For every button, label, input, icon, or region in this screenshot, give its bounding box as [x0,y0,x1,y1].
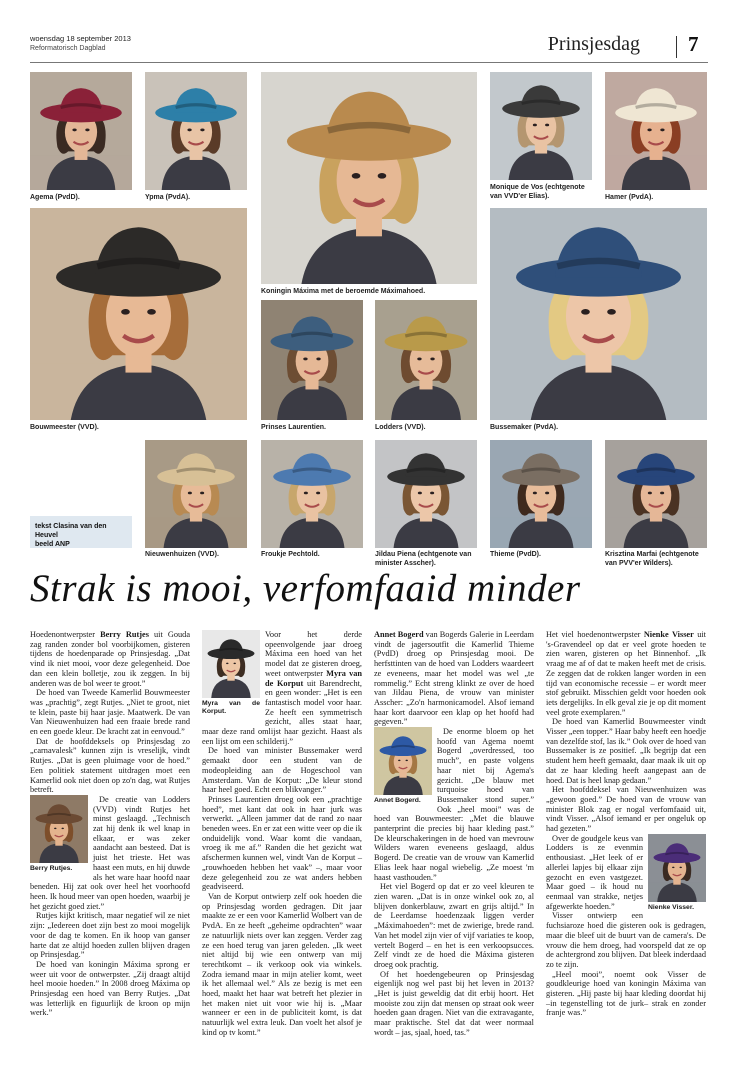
article-paragraph: De hoed van Kamerlid Bouwmeester vindt Visser „een topper.” Haar baby heeft een hoedje van dezelfde stof, las ik.” Ook over de hoed van Bussemaker is ze positief. „Ik begrijp dat een student hem heeft gemaakt, daar maak ik uit op dat ze haar kleding heeft aangepast aan de hoed. Dat is heel knap gedaan.” [546,717,706,785]
portrait-illustration [145,440,247,548]
portrait-illustration [30,795,88,863]
edition-date: woensdag 18 september 2013 [30,34,131,43]
caption-lodders: Lodders (VVD). [375,424,426,431]
header-divider [676,36,677,58]
portrait-illustration [605,72,707,190]
article-paragraph: Prinses Laurentien droeg ook een „prachtige hoed”, met kant dat ook in haar jurk was verwerkt. „Alleen jammer dat de rand zo naar beneden wees. En er zat een witte veer op die ik onduidelijk vond. Waar komt die vandaan, vroeg ik me af.” Randen die het gezicht wat afschermen kunnen wel, vindt Van de Korput – „rouwhoeden hebben het vaak” –, maar voor deze gelegenheid zou ze wat anders hebben geadviseerd. [202,794,362,892]
article-column-1 [30,630,190,1018]
article-paragraph: De hoed van Tweede Kamerlid Bouwmeester was „prachtig”, zegt Rutjes. „Niet te groot, niet te klein, paste bij haar jasje. Maatwerk. De van Van Nieuwenhuizen had een fraaie brede rand en een goede kleur. De kracht zat in eenvoud.” [30,688,190,737]
inline-portrait [30,795,88,873]
caption-laurentien: Prinses Laurentien. [261,424,326,431]
caption-maxima: Koningin Máxima met de beroemde Máximahoed. [261,288,426,295]
caption-piena: Jildau Piena (echtgenote van minister Asscher). [375,551,472,567]
newspaper-name: Reformatorisch Dagblad [30,45,106,52]
portrait-illustration [30,208,247,420]
portrait-illustration [30,72,132,190]
article-paragraph: Het hoofddeksel van Nieuwenhuizen was „gewoon goed.” De hoed van de vrouw van minister Blok zag er nogal verfomfaaid uit, vindt Visser. „Alsof iemand er per ongeluk op had gezeten.” [546,785,706,834]
article-paragraph: Dat de hoofddeksels op Prinsjesdag zo „carnavalesk” kunnen zijn is vreselijk, vindt Rutjes. „Dat is geen pluimage voor de hoed.” Een politiek statement uitdragen moet een Kamerlid ook niet doen op zo'n dag, wat Rutjes betreft. [30,736,190,795]
portrait-illustration [375,440,477,548]
article-credit [30,516,132,548]
designer-name: Myra van de Korput [265,668,362,688]
inline-portrait [374,727,432,805]
section-title: Prinsjesdag [547,33,640,55]
photo-marfai [605,440,707,548]
portrait-illustration [490,208,707,420]
portrait-illustration [261,300,363,420]
header-rule [30,62,708,63]
designer-name: Berry Rutjes [100,630,149,639]
article-paragraph: De hoed van koningin Máxima sprong er weer uit voor de ontwerpster. „Zij draagt altijd heel mooie hoeden.” In 2008 droeg Máxima op Prinsjesdag een hoed van Berry Rutjes. „Dat was letterlijk en figuurlijk de kroon op mijn werk.” [30,959,190,1018]
portrait-illustration [605,440,707,548]
article-paragraph: De hoed van minister Bussemaker werd gemaakt door een student van de modeopleiding aan de Hogeschool van Amsterdam. Van de Korput: „De kleur stond haar heel goed. Echt een blikvanger.” [202,746,362,795]
caption-pechtold: Froukje Pechtold. [261,551,320,558]
portrait-illustration [261,440,363,548]
article-column-4 [546,630,706,1018]
caption-hamer: Hamer (PvdA). [605,194,654,201]
designer-name: Annet Bogerd [374,630,424,639]
portrait-illustration [202,630,260,698]
inline-portrait [202,630,260,716]
photo-maxima [261,72,477,284]
portrait-illustration [145,72,247,190]
article-column-3 [374,630,534,1038]
article-paragraph: Annet Bogerd van Bogerds Galerie in Leerdam vindt de jagersoutfit die Kamerlid Thieme (PvdD) droeg op Prinsjesdag mooi. De herfsttinten van de hoed van Lodders waardeert ze eveneens, maar het model was wel „te rommelig.” Echt streng klinkt ze over de hoed van Jildau Piena, de vrouw van minister Asscher: „Zo'n harmonicamodel. Alsof iemand haar kort daarvoor een klap op het hoofd had gegeven.” [374,630,534,727]
photo-hamer [605,72,707,190]
photo-nieuwenhuizen [145,440,247,548]
photo-de-vos [490,72,592,180]
inline-portrait-caption: Berry Rutjes. [30,864,73,872]
photo-lodders [375,300,477,420]
caption-bouwmeester: Bouwmeester (VVD). [30,424,99,431]
credit-photo-line: beeld ANP [35,541,70,548]
article-paragraph: De enorme bloem op het hoofd van Agema noemt Bogerd „overdressed, too much”, en paste volgens haar niet bij Agema's gezicht. „De blauw met turquoise hoed van Bussemaker stond super.” Ook „heel mooi” was de hoed van Bouwmeester: „Met die blauwe panterprint die precies bij haar kleding past.” De kleurschakeringen in de hoed van mevrouw Wilders waren eveneens geslaagd, aldus Bogerd. De creatie van de vrouw van Kamerlid Elias leek haar nogal wiebelig. „Ze moest 'm haast vasthouden.” [374,727,534,882]
portrait-illustration [261,72,477,284]
article-paragraph: Rutjes kijkt kritisch, maar negatief wil ze niet zijn: „Iedereen doet zijn best zo mooi mogelijk voor de dag te komen. En ik hoop van ganser harte dat ze altijd hoeden zullen blijven dragen op Prinsjesdag.” [30,911,190,960]
portrait-illustration [648,834,706,902]
inline-portrait-caption: Myra van de Korput. [202,700,260,715]
photo-piena [375,440,477,548]
portrait-illustration [375,300,477,420]
caption-marfai: Krisztina Marfai (echtgenote van PVV'er Wilders). [605,551,699,567]
photo-bussemaker [490,208,707,420]
portrait-illustration [490,72,592,180]
article-paragraph: „Heel mooi”, noemt ook Visser de goudkleurige hoed van koningin Máxima van gisteren. „Hij paste bij haar kleding doordat hij –in tegenstelling tot de jurk– strak en zonder franje was.” [546,969,706,1018]
article-paragraph: Hoedenontwerpster Berry Rutjes uit Gouda zag randen zonder bol voorbijkomen, gisteren tijdens de hoedenparade op Prinsjesdag. „Dat vind ik niet mooi, voor deze gelegenheid. Doe dan een klein bolletje, zou ik zeggen. In bij anderen was de bol weer te groot.” [30,630,190,688]
article-headline: Strak is mooi, verfomfaaid minder [30,567,581,610]
caption-bussemaker: Bussemaker (PvdA). [490,424,559,431]
caption-ypma: Ypma (PvdA). [145,194,191,201]
inline-portrait-caption: Annet Bogerd. [374,797,421,805]
credit-text-line: tekst Clasina van den Heuvel [35,523,107,539]
article-column-2 [202,630,362,1038]
article-paragraph: Het viel hoedenontwerpster Nienke Visser uit 's-Gravendeel op dat er veel grote hoeden te zien waren, gisteren op het Binnenhof. „Ik vraag me af of dat te maken heeft met de crisis. Ze zeggen dat de rokken langer worden in een tijd van economische recessie – er wordt meer stof gebruikt. Misschien geldt voor hoeden ook iets dergelijks. In elk geval zie je op dit moment veel grote exemplaren.” [546,630,706,717]
designer-name: Nienke Visser [643,630,694,639]
article-paragraph: Van de Korput ontwierp zelf ook hoeden die op Prinsjesdag worden gedragen. Dit jaar maakte ze er een voor Kamerlid Wolbert van de PvdA. En ze heeft „geheime opdrachten” waar ze natuurlijk niets over kan zeggen. Verder zag ze een hoed terug van jaren geleden. „Ik weet niet altijd bij wie een ontwerp van mij terechtkomt – ik verkoop ook via winkels. Zodra iemand maar in mijn atelier komt, weet ik het allemaal wel.” Als ze bezig is met een hoed, maakt het haar wat betreft het plezier in het maken niet uit voor wie hij is. „Maar wanneer er een in de publiciteit komt, is dat natuurlijk wel extra leuk. Dan voelt het alsof je kind op tv komt.” [202,891,362,1037]
portrait-illustration [374,727,432,795]
article-paragraph: Over de goudgele keus van Lodders is ze evenmin enthousiast. „Het leek of er allerlei lapjes bij elkaar zijn gezocht en even vastgezet. Maar goed – ik houd nu eenmaal van strakke, netjes afgewerkte hoeden.” [546,833,643,911]
caption-de-vos: Monique de Vos (echtgenote van VVD'er Elias). [490,184,585,200]
photo-agema [30,72,132,190]
caption-nieuwenhuizen: Nieuwenhuizen (VVD). [145,551,219,558]
article-paragraph: Of het hoedengebeuren op Prinsjesdag eigenlijk nog wel past bij het leven in 2013? „Het is juist geweldig dat dit erbij hoort. Het mooiste zou zijn dat mensen op straat ook weer hoeden gaan dragen. Niet van die extravagante, maar praktische. Stel dat dat weer normaal wordt – jas, sjaal, hoed, tas.” [374,969,534,1037]
portrait-illustration [490,440,592,548]
photo-thieme [490,440,592,548]
photo-pechtold [261,440,363,548]
photo-ypma [145,72,247,190]
article-paragraph: De creatie van Lodders (VVD) vindt Rutjes het minst geslaagd. „Technisch zat hij denk ik wel knap in elkaar, er was zeker aandacht aan besteed. Dat is juist het trieste. Het was haast een muts, en hij duwde als het ware haar hoofd naar beneden. Hij zat ook over heel het voorhoofd heen. Ik houd meer van open hoeden, waarbij je het gezicht goed ziet.” [30,794,190,911]
inline-portrait [648,834,706,912]
article-paragraph: Visser ontwierp een fuchsiaroze hoed die gisteren ook is gedragen, maar die bleef uit de buurt van de camera's. De vrouw die hem droeg, had voorspeld dat ze op de achtergrond zou blijven. Dat bleek inderdaad zo te zijn. [546,911,706,969]
article-paragraph: Voor het derde opeenvolgende jaar droeg Máxima een hoed van het model dat ze gisteren droeg, weet ontwerpster Myra van de Korput uit Barendrecht, en geen wonder: „Het is een fantastisch model voor haar. Ze heeft een symmetrisch gezicht, alles staat haar, maar deze rand omlijst haar gezicht. Haast als een lijst om een schilderij.” [202,630,362,746]
article-paragraph: Het viel Bogerd op dat er zo veel kleuren te zien waren. „Dat is in onze winkel ook zo, al blijven donkerblauw, zwart en grijs altijd.” In de Leerdamse hoedenzaak liggen verder „Máximahoeden”: met de zwierige, brede rand. Van het model zijn vier of vijf variaties te koop, vertelt Bogerd – en het is een verkoopsucces. Zelf vindt ze de hoed die Máxima gisteren droeg ook prachtig. [374,882,534,969]
photo-laurentien [261,300,363,420]
photo-bouwmeester [30,208,247,420]
caption-thieme: Thieme (PvdD). [490,551,541,558]
inline-portrait-caption: Nienke Visser. [648,903,694,911]
caption-agema: Agema (PvdD). [30,194,80,201]
page-number: 7 [688,32,699,56]
